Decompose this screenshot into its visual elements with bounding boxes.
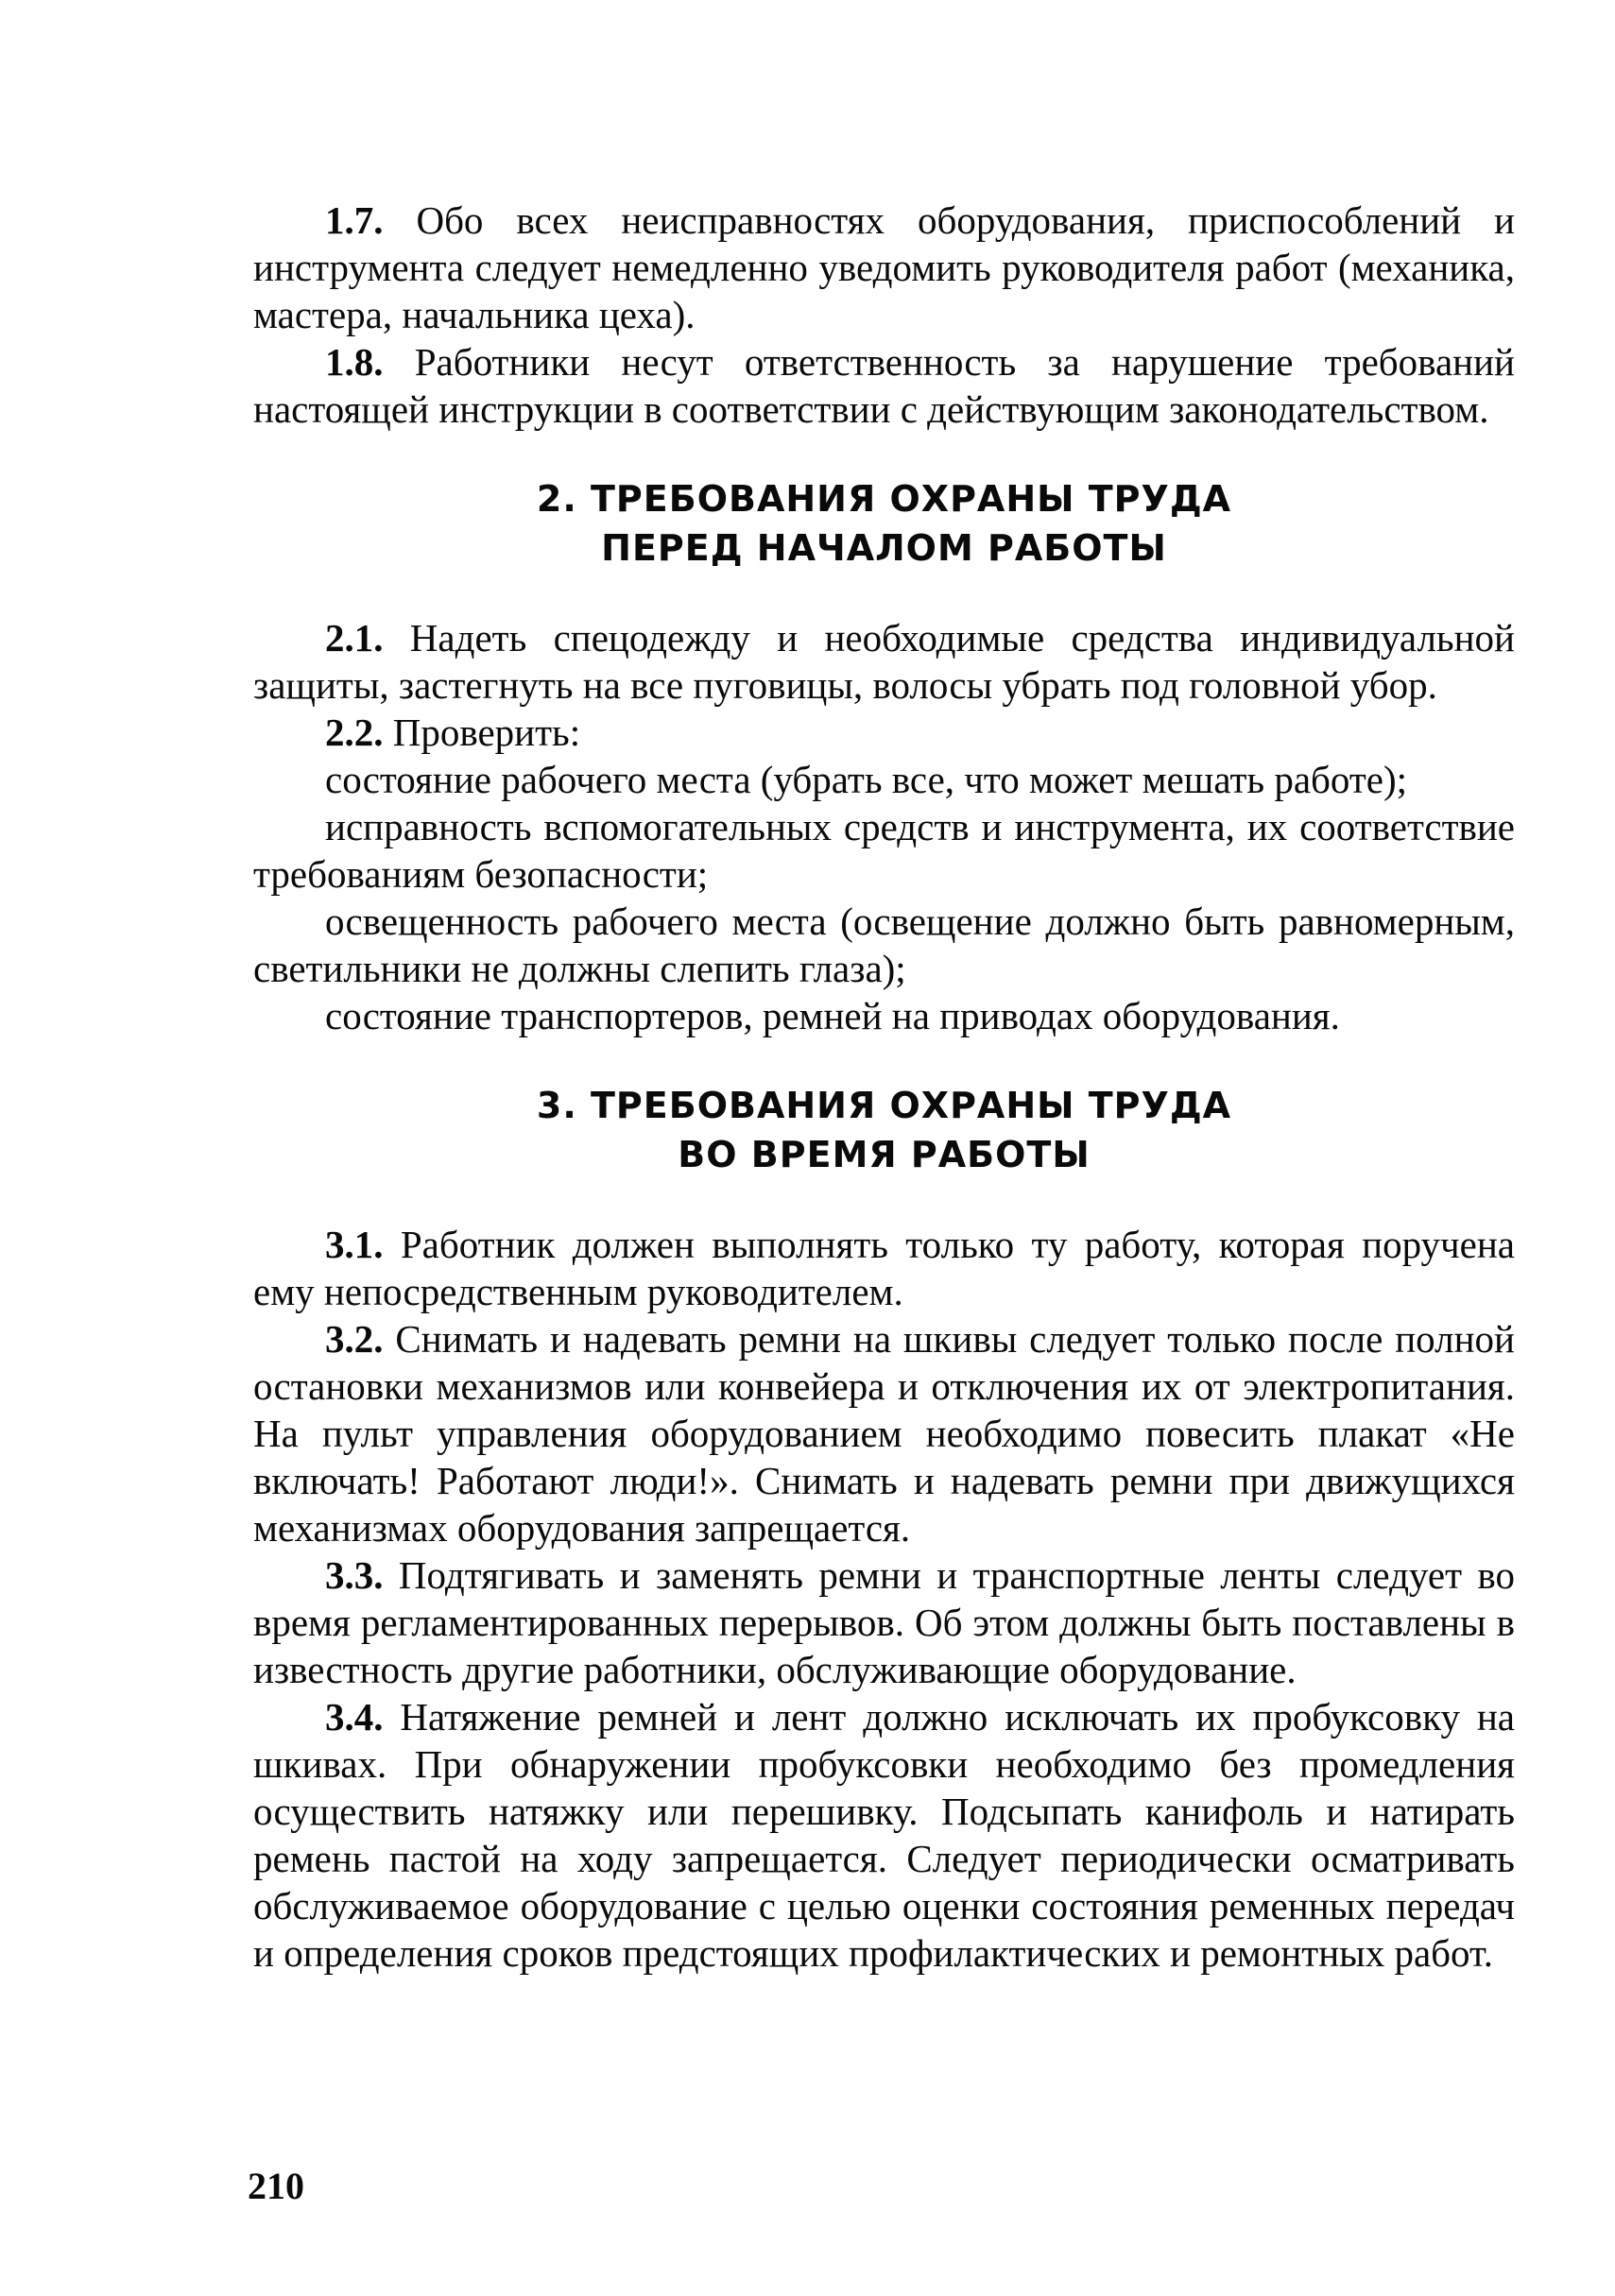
paragraph-2-2 bbox=[253, 709, 1515, 756]
section-2-heading bbox=[253, 474, 1515, 573]
page-number: 210 bbox=[248, 2165, 304, 2207]
item-number: 1.7. bbox=[325, 198, 384, 242]
section-heading-line: 2. ТРЕБОВАНИЯ ОХРАНЫ ТРУДА bbox=[536, 478, 1232, 520]
paragraph-3-3 bbox=[253, 1551, 1515, 1693]
item-number: 3.3. bbox=[325, 1553, 384, 1597]
item-text: Натяжение ремней и лент должно исключать их пробуксовку на шкивах. При обнаружении пробуксовки необходимо без промедления осуществить натяжку или перешивку. Подсыпать канифоль и натирать ремень пастой на ходу запрещается. Следует периодически осматривать обслуживаемое оборудование с целью оценки состояния ременных передач и определения сроков предстоящих профилактических и ремонтных работ. bbox=[253, 1695, 1515, 1975]
paragraph-2-1 bbox=[253, 614, 1515, 709]
section-heading-line: ВО ВРЕМЯ РАБОТЫ bbox=[678, 1134, 1091, 1175]
item-text: Обо всех неисправностях оборудования, приспособлений и инструмента следует немедленно уведомить руководителя работ (механика, мастера, начальника цеха). bbox=[253, 198, 1515, 336]
item-text: Надеть спецодежду и необходимые средства индивидуальной защиты, застегнуть на все пуговицы, волосы убрать под головной убор. bbox=[253, 616, 1515, 707]
document-page bbox=[253, 197, 1515, 1977]
item-number: 3.4. bbox=[325, 1695, 384, 1739]
section-heading-line: ПЕРЕД НАЧАЛОМ РАБОТЫ bbox=[601, 527, 1167, 569]
item-text: Подтягивать и заменять ремни и транспортные ленты следует во время регламентированных перерывов. Об этом должны быть поставлены в известность другие работники, обслуживающие оборудование. bbox=[253, 1553, 1515, 1691]
paragraph-1-8 bbox=[253, 338, 1515, 433]
section-3-heading bbox=[253, 1081, 1515, 1179]
item-text: Работник должен выполнять только ту работу, которая поручена ему непосредственным руководителем. bbox=[253, 1223, 1515, 1313]
section-heading-line: 3. ТРЕБОВАНИЯ ОХРАНЫ ТРУДА bbox=[536, 1085, 1232, 1126]
item-text: Работники несут ответственность за нарушение требований настоящей инструкции в соответствии с действующим законодательством. bbox=[253, 340, 1515, 431]
check-list-item: состояние рабочего места (убрать все, что может мешать работе); bbox=[325, 758, 1407, 801]
paragraph-3-4 bbox=[253, 1693, 1515, 1977]
check-list-item: освещенность рабочего места (освещение должно быть равномерным, светильники не должны слепить глаза); bbox=[253, 900, 1515, 990]
item-number: 2.2. bbox=[325, 711, 384, 754]
check-list-item: исправность вспомогательных средств и инструмента, их соответствие требованиям безопасности; bbox=[253, 805, 1515, 896]
item-text: Снимать и надевать ремни на шкивы следует только после полной остановки механизмов или конвейера и отключения их от электропитания. На пульт управления оборудованием необходимо повесить плакат «Не включать! Работают люди!». Снимать и надевать ремни при движущихся механизмах оборудования запрещается. bbox=[253, 1317, 1515, 1550]
item-number: 3.2. bbox=[325, 1317, 384, 1361]
item-number: 3.1. bbox=[325, 1223, 384, 1266]
check-list-item: состояние транспортеров, ремней на приводах оборудования. bbox=[325, 994, 1340, 1037]
item-number: 1.8. bbox=[325, 340, 384, 384]
paragraph-3-2 bbox=[253, 1315, 1515, 1551]
item-number: 2.1. bbox=[325, 616, 384, 660]
paragraph-3-1 bbox=[253, 1221, 1515, 1315]
paragraph-1-7 bbox=[253, 197, 1515, 338]
item-text: Проверить: bbox=[383, 711, 581, 754]
